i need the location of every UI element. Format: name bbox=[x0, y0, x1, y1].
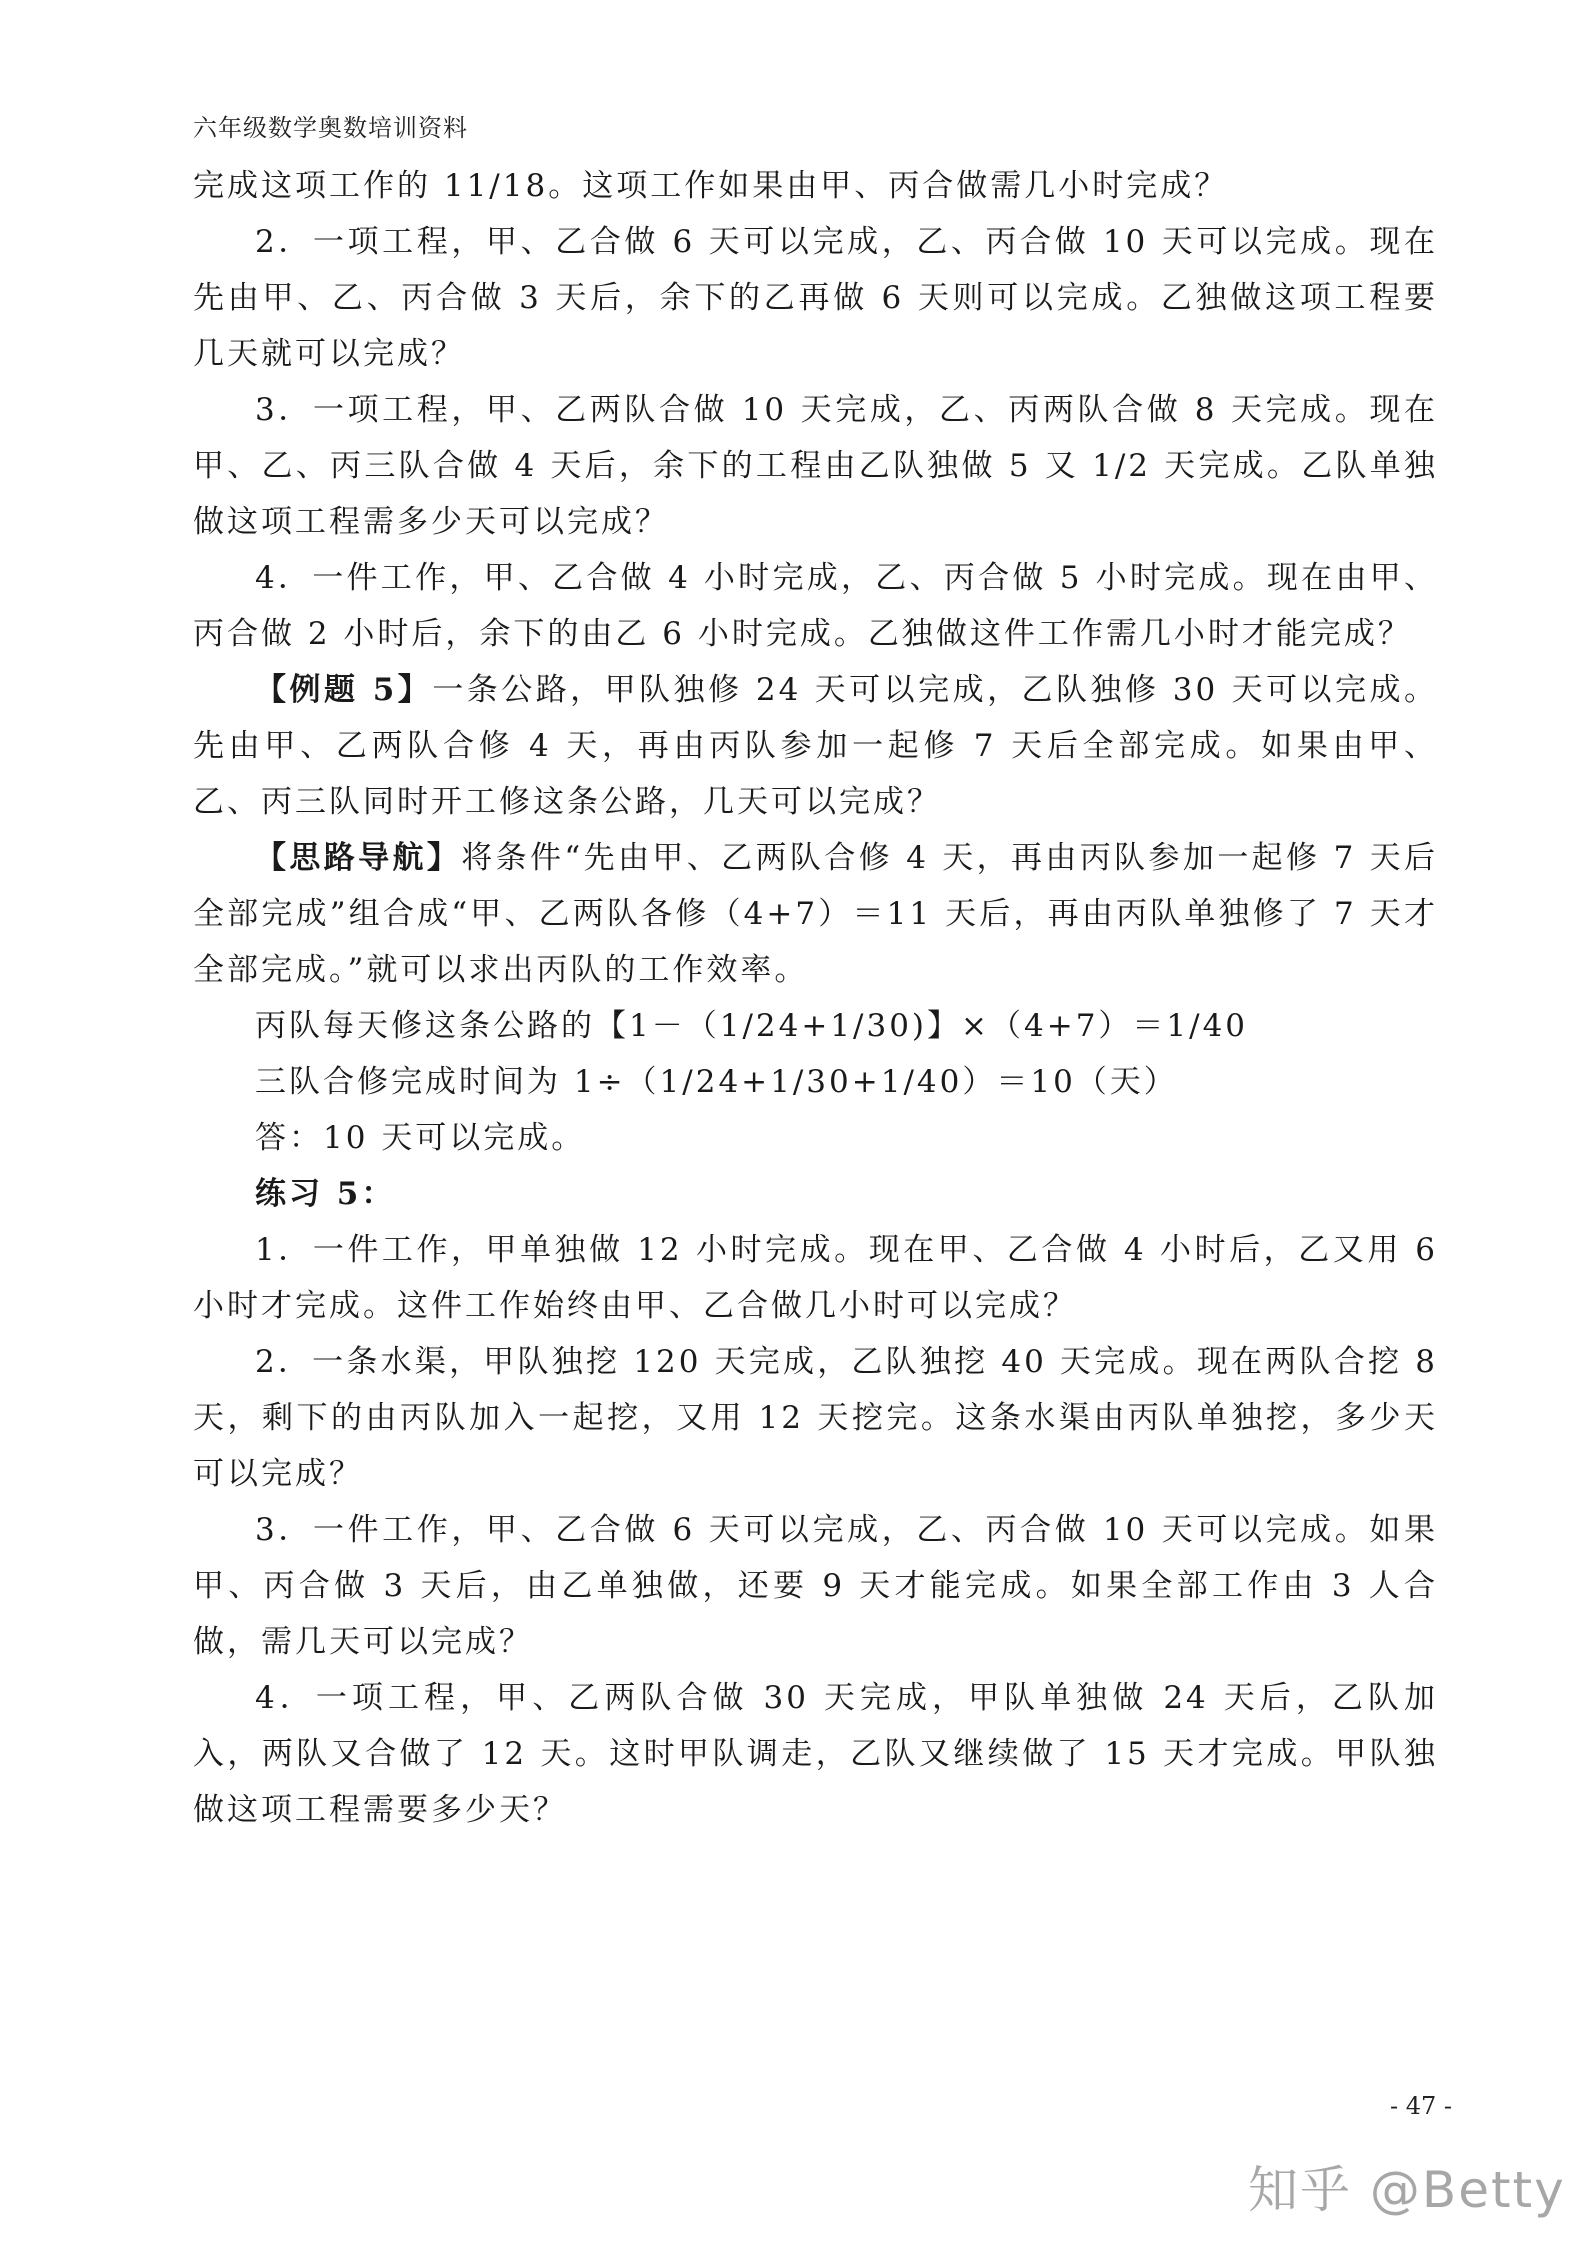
guide-text: 将条件“先由甲、乙两队合修 4 天，再由丙队参加一起修 7 天后全部完成”组合成“甲、乙两队各修（4+7）＝11 天后，再由丙队单独修了 7 天才全部完成。”就可以求出丙队的工作效率。 bbox=[193, 840, 1438, 988]
practice5-item-1: 1．一件工作，甲单独做 12 小时完成。现在甲、乙合做 4 小时后，乙又用 6 小时才完成。这件工作始终由甲、乙合做几小时可以完成？ bbox=[193, 1232, 1438, 1324]
solution-line-1: 丙队每天修这条公路的【1－（1/24+1/30)】×（4+7）＝1/40 bbox=[255, 1008, 1249, 1044]
exercise4-item-3: 3．一项工程，甲、乙两队合做 10 天完成，乙、丙两队合做 8 天完成。现在甲、乙、丙三队合做 4 天后，余下的工程由乙队独做 5 又 1/2 天完成。乙队单独做这项工程需多少天可以完成？ bbox=[193, 392, 1438, 540]
example5-label: 【例题 5】 bbox=[255, 672, 433, 708]
continuation-text: 完成这项工作的 11/18。这项工作如果由甲、丙合做需几小时完成？ bbox=[193, 168, 1229, 204]
solution-line-2: 三队合修完成时间为 1÷（1/24+1/30+1/40）＝10（天） bbox=[255, 1064, 1178, 1100]
page-number: - 47 - bbox=[1390, 2092, 1453, 2120]
exercise4-item-2: 2．一项工程，甲、乙合做 6 天可以完成，乙、丙合做 10 天可以完成。现在先由甲、乙、丙合做 3 天后，余下的乙再做 6 天则可以完成。乙独做这项工程要几天就可以完成？ bbox=[193, 224, 1438, 372]
guide-label: 【思路导航】 bbox=[255, 840, 462, 876]
exercise4-item-4: 4．一件工作，甲、乙合做 4 小时完成，乙、丙合做 5 小时完成。现在由甲、丙合做 2 小时后，余下的由乙 6 小时完成。乙独做这件工作需几小时才能完成？ bbox=[193, 560, 1438, 652]
practice5-item-3: 3．一件工作，甲、乙合做 6 天可以完成，乙、丙合做 10 天可以完成。如果甲、丙合做 3 天后，由乙单独做，还要 9 天才能完成。如果全部工作由 3 人合做，需几天可以完成？ bbox=[193, 1512, 1438, 1660]
watermark: 知乎 @Betty bbox=[1248, 2161, 1566, 2219]
document-header: 六年级数学奥数培训资料 bbox=[193, 114, 468, 142]
example5-paragraph bbox=[193, 662, 1438, 830]
answer-line: 答：10 天可以完成。 bbox=[255, 1120, 586, 1156]
example5-text: 一条公路，甲队独修 24 天可以完成，乙队独修 30 天可以完成。先由甲、乙两队合修 4 天，再由丙队参加一起修 7 天后全部完成。如果由甲、乙、丙三队同时开工修这条公路，几天可以完成？ bbox=[193, 672, 1438, 820]
practice5-title: 练习 5： bbox=[255, 1176, 396, 1212]
guide-paragraph bbox=[193, 830, 1438, 998]
page-body bbox=[193, 158, 1438, 1838]
practice5-item-2: 2．一条水渠，甲队独挖 120 天完成，乙队独挖 40 天完成。现在两队合挖 8 天，剩下的由丙队加入一起挖，又用 12 天挖完。这条水渠由丙队单独挖，多少天可以完成？ bbox=[193, 1344, 1438, 1492]
practice5-item-4: 4．一项工程，甲、乙两队合做 30 天完成，甲队单独做 24 天后，乙队加入，两队又合做了 12 天。这时甲队调走，乙队又继续做了 15 天才完成。甲队独做这项工程需要多少天？ bbox=[193, 1680, 1438, 1828]
